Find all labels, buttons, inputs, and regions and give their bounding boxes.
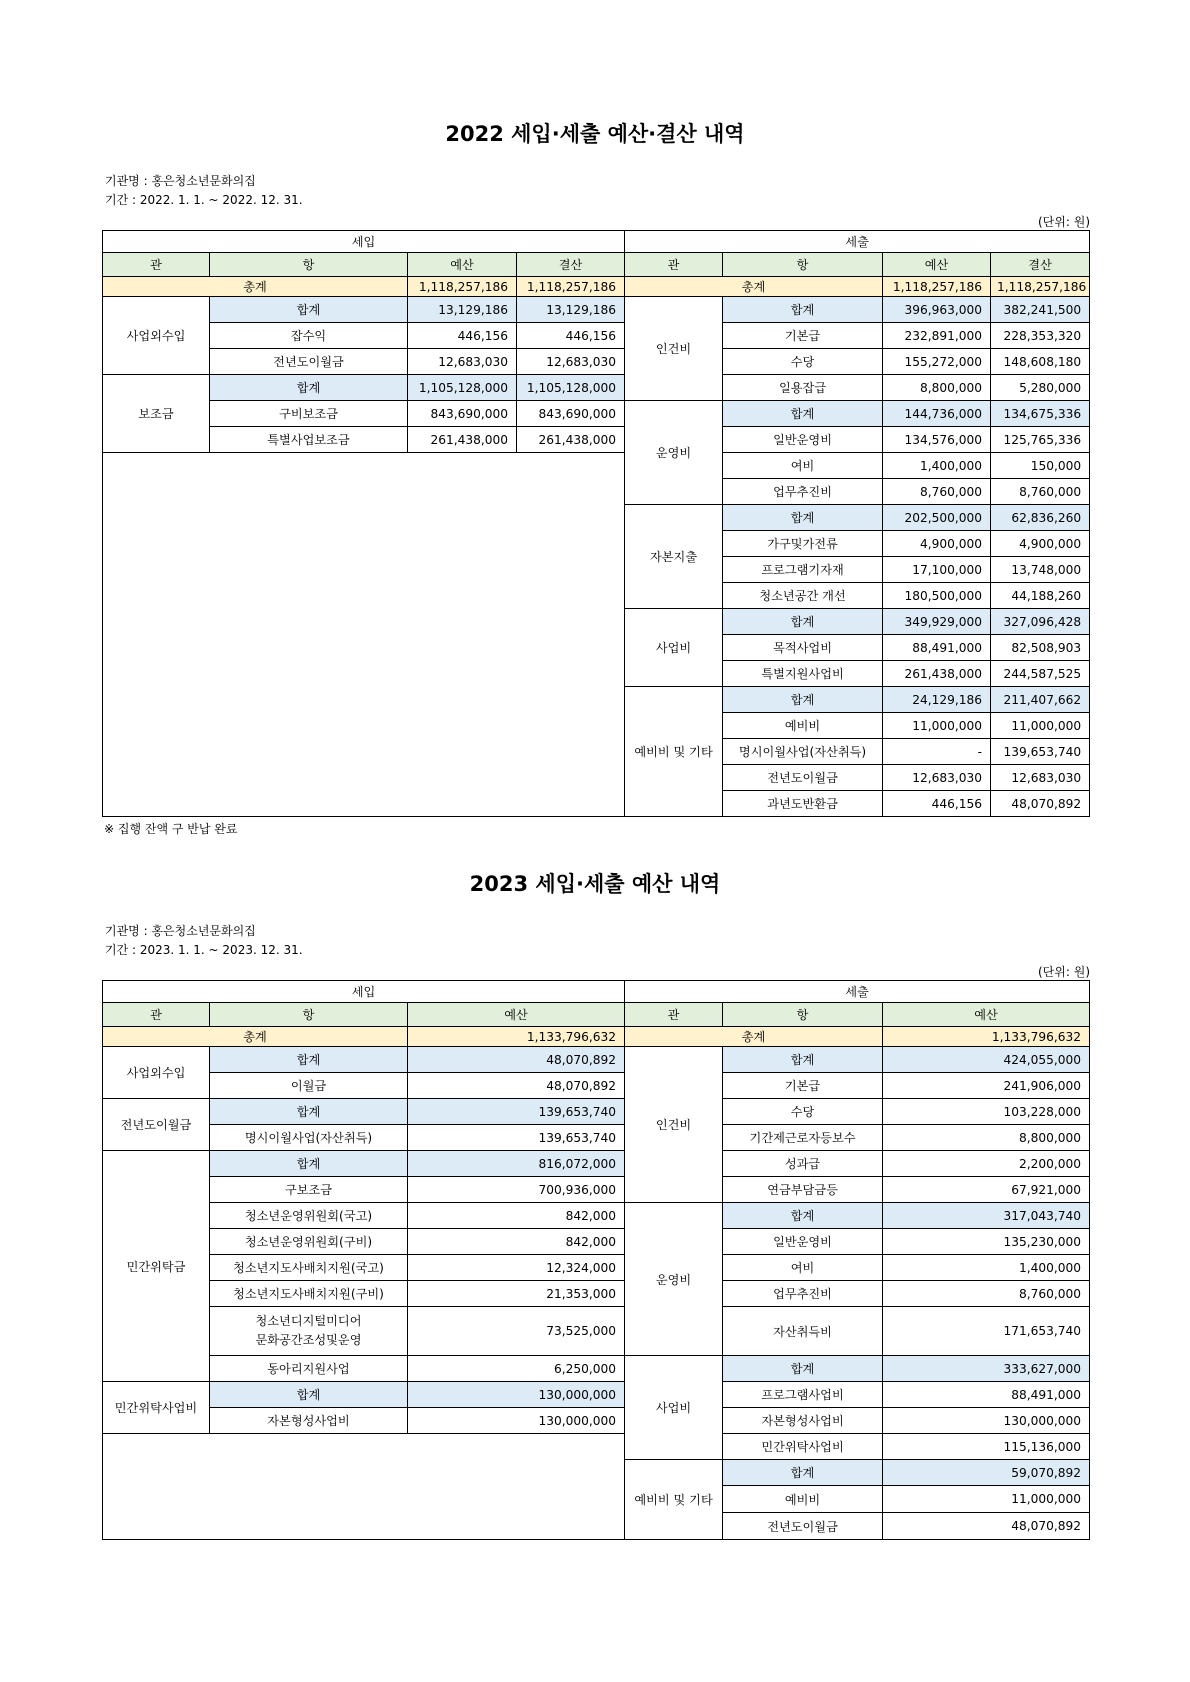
expense-hang: 합계 <box>723 505 883 531</box>
income-gwan: 보조금 <box>103 375 210 453</box>
income-hang: 합계 <box>210 1047 408 1073</box>
income-hang <box>210 1307 408 1356</box>
income-gwan: 민간위탁금 <box>103 1151 210 1382</box>
expense-budget: 59,070,892 <box>883 1460 1090 1486</box>
expense-budget: 261,438,000 <box>883 661 991 687</box>
column-header-row <box>103 253 1090 277</box>
expense-gwan: 인건비 <box>625 1047 723 1203</box>
expense-settle: 139,653,740 <box>991 739 1090 765</box>
income-budget: 700,936,000 <box>408 1177 625 1203</box>
expense-hang: 성과급 <box>723 1151 883 1177</box>
expense-settle: 327,096,428 <box>991 609 1090 635</box>
expense-budget: 24,129,186 <box>883 687 991 713</box>
expense-settle: 244,587,525 <box>991 661 1090 687</box>
income-hang: 구비보조금 <box>210 401 408 427</box>
expense-settle: 48,070,892 <box>991 791 1090 817</box>
table-row <box>103 1099 1090 1125</box>
expense-budget: 130,000,000 <box>883 1408 1090 1434</box>
expense-hang: 자산취득비 <box>723 1307 883 1356</box>
expense-hang: 프로그램사업비 <box>723 1382 883 1408</box>
expense-hang: 일용잡급 <box>723 375 883 401</box>
expense-budget: 2,200,000 <box>883 1151 1090 1177</box>
expense-hang: 기본급 <box>723 1073 883 1099</box>
expense-gwan: 운영비 <box>625 1203 723 1356</box>
income-hang-line1: 청소년디지털미디어 <box>255 1314 362 1328</box>
expense-settle: 82,508,903 <box>991 635 1090 661</box>
col-budget: 예산 <box>408 1003 625 1027</box>
page-title-2022: 2022 세입·세출 예산·결산 내역 <box>445 122 745 146</box>
expense-total-settle: 1,118,257,186 <box>991 277 1090 297</box>
expense-hang: 업무추진비 <box>723 479 883 505</box>
period: 기간 : 2023. 1. 1. ~ 2023. 12. 31. <box>105 943 303 957</box>
expense-budget: 48,070,892 <box>883 1513 1090 1540</box>
income-budget: 130,000,000 <box>408 1382 625 1408</box>
expense-hang: 예비비 <box>723 713 883 739</box>
expense-hang: 기간제근로자등보수 <box>723 1125 883 1151</box>
table-row <box>103 427 1090 453</box>
table-row <box>103 1151 1090 1177</box>
org-name: 기관명 : 홍은청소년문화의집 <box>105 174 256 188</box>
table-row <box>103 1281 1090 1307</box>
table-row <box>103 1434 1090 1460</box>
expense-section-label: 세출 <box>625 231 1090 253</box>
expense-hang: 청소년공간 개선 <box>723 583 883 609</box>
expense-settle: 5,280,000 <box>991 375 1090 401</box>
budget-table-2022 <box>102 230 1090 817</box>
expense-budget: 232,891,000 <box>883 323 991 349</box>
expense-budget: 171,653,740 <box>883 1307 1090 1356</box>
expense-hang: 여비 <box>723 453 883 479</box>
expense-total-budget: 1,133,796,632 <box>883 1027 1090 1047</box>
expense-hang: 합계 <box>723 401 883 427</box>
expense-hang: 프로그램기자재 <box>723 557 883 583</box>
empty-area <box>103 1434 625 1540</box>
expense-hang: 합계 <box>723 1356 883 1382</box>
income-gwan: 전년도이월금 <box>103 1099 210 1151</box>
expense-budget: 4,900,000 <box>883 531 991 557</box>
col-hang: 항 <box>210 1003 408 1027</box>
expense-settle: 150,000 <box>991 453 1090 479</box>
expense-hang: 일반운영비 <box>723 1229 883 1255</box>
table-row <box>103 1356 1090 1382</box>
table-row <box>103 375 1090 401</box>
income-section-label: 세입 <box>103 231 625 253</box>
period: 기간 : 2022. 1. 1. ~ 2022. 12. 31. <box>105 193 303 207</box>
section-header-row <box>103 981 1090 1003</box>
total-row <box>103 1027 1090 1047</box>
expense-hang: 가구및가전류 <box>723 531 883 557</box>
income-hang: 동아리지원사업 <box>210 1356 408 1382</box>
expense-budget: 17,100,000 <box>883 557 991 583</box>
table-row <box>103 1047 1090 1073</box>
col-budget: 예산 <box>408 253 517 277</box>
expense-budget: 202,500,000 <box>883 505 991 531</box>
expense-hang: 자본형성사업비 <box>723 1408 883 1434</box>
expense-budget: 103,228,000 <box>883 1099 1090 1125</box>
expense-hang: 합계 <box>723 1203 883 1229</box>
total-label: 총계 <box>625 1027 883 1047</box>
expense-budget: 11,000,000 <box>883 1486 1090 1513</box>
expense-budget: 115,136,000 <box>883 1434 1090 1460</box>
col-gwan: 관 <box>625 253 723 277</box>
expense-budget: 396,963,000 <box>883 297 991 323</box>
expense-budget: 11,000,000 <box>883 713 991 739</box>
expense-hang: 합계 <box>723 297 883 323</box>
expense-hang: 목적사업비 <box>723 635 883 661</box>
org-name: 기관명 : 홍은청소년문화의집 <box>105 924 256 938</box>
income-hang: 특별사업보조금 <box>210 427 408 453</box>
expense-gwan: 운영비 <box>625 401 723 505</box>
expense-hang: 예비비 <box>723 1486 883 1513</box>
expense-hang: 합계 <box>723 609 883 635</box>
expense-hang: 민간위탁사업비 <box>723 1434 883 1460</box>
expense-budget: 424,055,000 <box>883 1047 1090 1073</box>
col-gwan: 관 <box>103 1003 210 1027</box>
expense-gwan: 예비비 및 기타 <box>625 1460 723 1540</box>
income-budget: 12,324,000 <box>408 1255 625 1281</box>
income-hang-line2: 문화공간조성및운영 <box>255 1333 362 1347</box>
expense-budget: 317,043,740 <box>883 1203 1090 1229</box>
income-settle: 446,156 <box>517 323 625 349</box>
income-budget: 843,690,000 <box>408 401 517 427</box>
table-row <box>103 323 1090 349</box>
expense-budget: 446,156 <box>883 791 991 817</box>
col-budget: 예산 <box>883 1003 1090 1027</box>
income-budget: 12,683,030 <box>408 349 517 375</box>
income-hang: 합계 <box>210 1151 408 1177</box>
expense-gwan: 자본지출 <box>625 505 723 609</box>
income-hang: 자본형성사업비 <box>210 1408 408 1434</box>
income-budget: 446,156 <box>408 323 517 349</box>
expense-settle: 228,353,320 <box>991 323 1090 349</box>
expense-hang: 전년도이월금 <box>723 1513 883 1540</box>
expense-budget: 8,800,000 <box>883 375 991 401</box>
expense-budget: 134,576,000 <box>883 427 991 453</box>
income-budget: 816,072,000 <box>408 1151 625 1177</box>
income-gwan: 사업외수입 <box>103 1047 210 1099</box>
expense-settle: 11,000,000 <box>991 713 1090 739</box>
expense-budget: 144,736,000 <box>883 401 991 427</box>
income-gwan: 민간위탁사업비 <box>103 1382 210 1434</box>
total-label: 총계 <box>103 277 408 297</box>
expense-hang: 과년도반환금 <box>723 791 883 817</box>
col-budget: 예산 <box>883 253 991 277</box>
expense-budget: 8,760,000 <box>883 1281 1090 1307</box>
org-info-2022 <box>105 172 303 210</box>
table-row <box>103 1203 1090 1229</box>
unit-label: (단위: 원) <box>1038 215 1090 229</box>
income-budget: 48,070,892 <box>408 1073 625 1099</box>
expense-budget: 12,683,030 <box>883 765 991 791</box>
expense-settle: 8,760,000 <box>991 479 1090 505</box>
expense-hang: 업무추진비 <box>723 1281 883 1307</box>
total-label: 총계 <box>625 277 883 297</box>
expense-settle: 125,765,336 <box>991 427 1090 453</box>
expense-budget: - <box>883 739 991 765</box>
table-row <box>103 349 1090 375</box>
expense-budget: 135,230,000 <box>883 1229 1090 1255</box>
expense-gwan: 사업비 <box>625 1356 723 1460</box>
expense-gwan: 인건비 <box>625 297 723 401</box>
expense-hang: 합계 <box>723 1047 883 1073</box>
col-settle: 결산 <box>991 253 1090 277</box>
income-hang: 합계 <box>210 297 408 323</box>
income-budget: 21,353,000 <box>408 1281 625 1307</box>
table-row <box>103 1255 1090 1281</box>
expense-budget: 349,929,000 <box>883 609 991 635</box>
income-hang: 청소년운영위원회(국고) <box>210 1203 408 1229</box>
income-budget: 6,250,000 <box>408 1356 625 1382</box>
footnote: ※ 집행 잔액 구 반납 완료 <box>104 822 238 836</box>
income-settle: 843,690,000 <box>517 401 625 427</box>
expense-budget: 180,500,000 <box>883 583 991 609</box>
expense-hang: 합계 <box>723 687 883 713</box>
col-hang: 항 <box>210 253 408 277</box>
income-budget: 139,653,740 <box>408 1099 625 1125</box>
expense-budget: 8,800,000 <box>883 1125 1090 1151</box>
table-row <box>103 401 1090 427</box>
income-hang: 청소년운영위원회(구비) <box>210 1229 408 1255</box>
total-label: 총계 <box>103 1027 408 1047</box>
income-settle: 261,438,000 <box>517 427 625 453</box>
unit-label: (단위: 원) <box>1038 965 1090 979</box>
income-gwan: 사업외수입 <box>103 297 210 375</box>
income-budget: 842,000 <box>408 1229 625 1255</box>
expense-budget: 155,272,000 <box>883 349 991 375</box>
expense-gwan: 예비비 및 기타 <box>625 687 723 817</box>
expense-hang: 명시이월사업(자산취득) <box>723 739 883 765</box>
table-row <box>103 1229 1090 1255</box>
income-budget: 139,653,740 <box>408 1125 625 1151</box>
col-gwan: 관 <box>625 1003 723 1027</box>
expense-budget: 333,627,000 <box>883 1356 1090 1382</box>
income-hang: 청소년지도사배치지원(구비) <box>210 1281 408 1307</box>
expense-budget: 1,400,000 <box>883 453 991 479</box>
table-row <box>103 1382 1090 1408</box>
income-budget: 842,000 <box>408 1203 625 1229</box>
expense-budget: 8,760,000 <box>883 479 991 505</box>
expense-settle: 4,900,000 <box>991 531 1090 557</box>
expense-settle: 211,407,662 <box>991 687 1090 713</box>
expense-hang: 수당 <box>723 349 883 375</box>
expense-hang: 기본급 <box>723 323 883 349</box>
expense-budget: 1,400,000 <box>883 1255 1090 1281</box>
expense-hang: 여비 <box>723 1255 883 1281</box>
expense-section-label: 세출 <box>625 981 1090 1003</box>
income-total-budget: 1,118,257,186 <box>408 277 517 297</box>
expense-settle: 382,241,500 <box>991 297 1090 323</box>
expense-budget: 88,491,000 <box>883 635 991 661</box>
expense-total-budget: 1,118,257,186 <box>883 277 991 297</box>
expense-gwan: 사업비 <box>625 609 723 687</box>
income-hang: 합계 <box>210 1099 408 1125</box>
table-row <box>103 1177 1090 1203</box>
expense-hang: 전년도이월금 <box>723 765 883 791</box>
income-hang: 이월금 <box>210 1073 408 1099</box>
col-settle: 결산 <box>517 253 625 277</box>
table-row <box>103 1408 1090 1434</box>
expense-hang: 연금부담금등 <box>723 1177 883 1203</box>
income-settle: 1,105,128,000 <box>517 375 625 401</box>
budget-table-2023 <box>102 980 1090 1540</box>
income-budget: 48,070,892 <box>408 1047 625 1073</box>
table-row <box>103 1073 1090 1099</box>
expense-settle: 13,748,000 <box>991 557 1090 583</box>
income-settle: 13,129,186 <box>517 297 625 323</box>
col-hang: 항 <box>723 1003 883 1027</box>
table-row <box>103 1125 1090 1151</box>
table-row <box>103 297 1090 323</box>
empty-area <box>103 453 625 817</box>
column-header-row <box>103 1003 1090 1027</box>
section-header-row <box>103 231 1090 253</box>
table-row <box>103 1307 1090 1356</box>
income-hang: 청소년지도사배치지원(국고) <box>210 1255 408 1281</box>
income-hang: 명시이월사업(자산취득) <box>210 1125 408 1151</box>
income-total-settle: 1,118,257,186 <box>517 277 625 297</box>
expense-budget: 241,906,000 <box>883 1073 1090 1099</box>
income-budget: 13,129,186 <box>408 297 517 323</box>
expense-settle: 148,608,180 <box>991 349 1090 375</box>
income-total-budget: 1,133,796,632 <box>408 1027 625 1047</box>
expense-settle: 134,675,336 <box>991 401 1090 427</box>
expense-hang: 합계 <box>723 1460 883 1486</box>
expense-settle: 44,188,260 <box>991 583 1090 609</box>
col-hang: 항 <box>723 253 883 277</box>
income-settle: 12,683,030 <box>517 349 625 375</box>
expense-hang: 일반운영비 <box>723 427 883 453</box>
expense-settle: 62,836,260 <box>991 505 1090 531</box>
income-hang: 합계 <box>210 1382 408 1408</box>
total-row <box>103 277 1090 297</box>
expense-budget: 67,921,000 <box>883 1177 1090 1203</box>
income-section-label: 세입 <box>103 981 625 1003</box>
table-row <box>103 453 1090 479</box>
expense-budget: 88,491,000 <box>883 1382 1090 1408</box>
income-hang: 잡수익 <box>210 323 408 349</box>
income-budget: 261,438,000 <box>408 427 517 453</box>
income-budget: 130,000,000 <box>408 1408 625 1434</box>
income-hang: 합계 <box>210 375 408 401</box>
expense-hang: 수당 <box>723 1099 883 1125</box>
expense-settle: 12,683,030 <box>991 765 1090 791</box>
income-budget: 1,105,128,000 <box>408 375 517 401</box>
expense-hang: 특별지원사업비 <box>723 661 883 687</box>
income-hang: 전년도이월금 <box>210 349 408 375</box>
page-title-2023: 2023 세입·세출 예산 내역 <box>469 872 721 896</box>
col-gwan: 관 <box>103 253 210 277</box>
org-info-2023 <box>105 922 303 960</box>
income-hang: 구보조금 <box>210 1177 408 1203</box>
income-budget: 73,525,000 <box>408 1307 625 1356</box>
